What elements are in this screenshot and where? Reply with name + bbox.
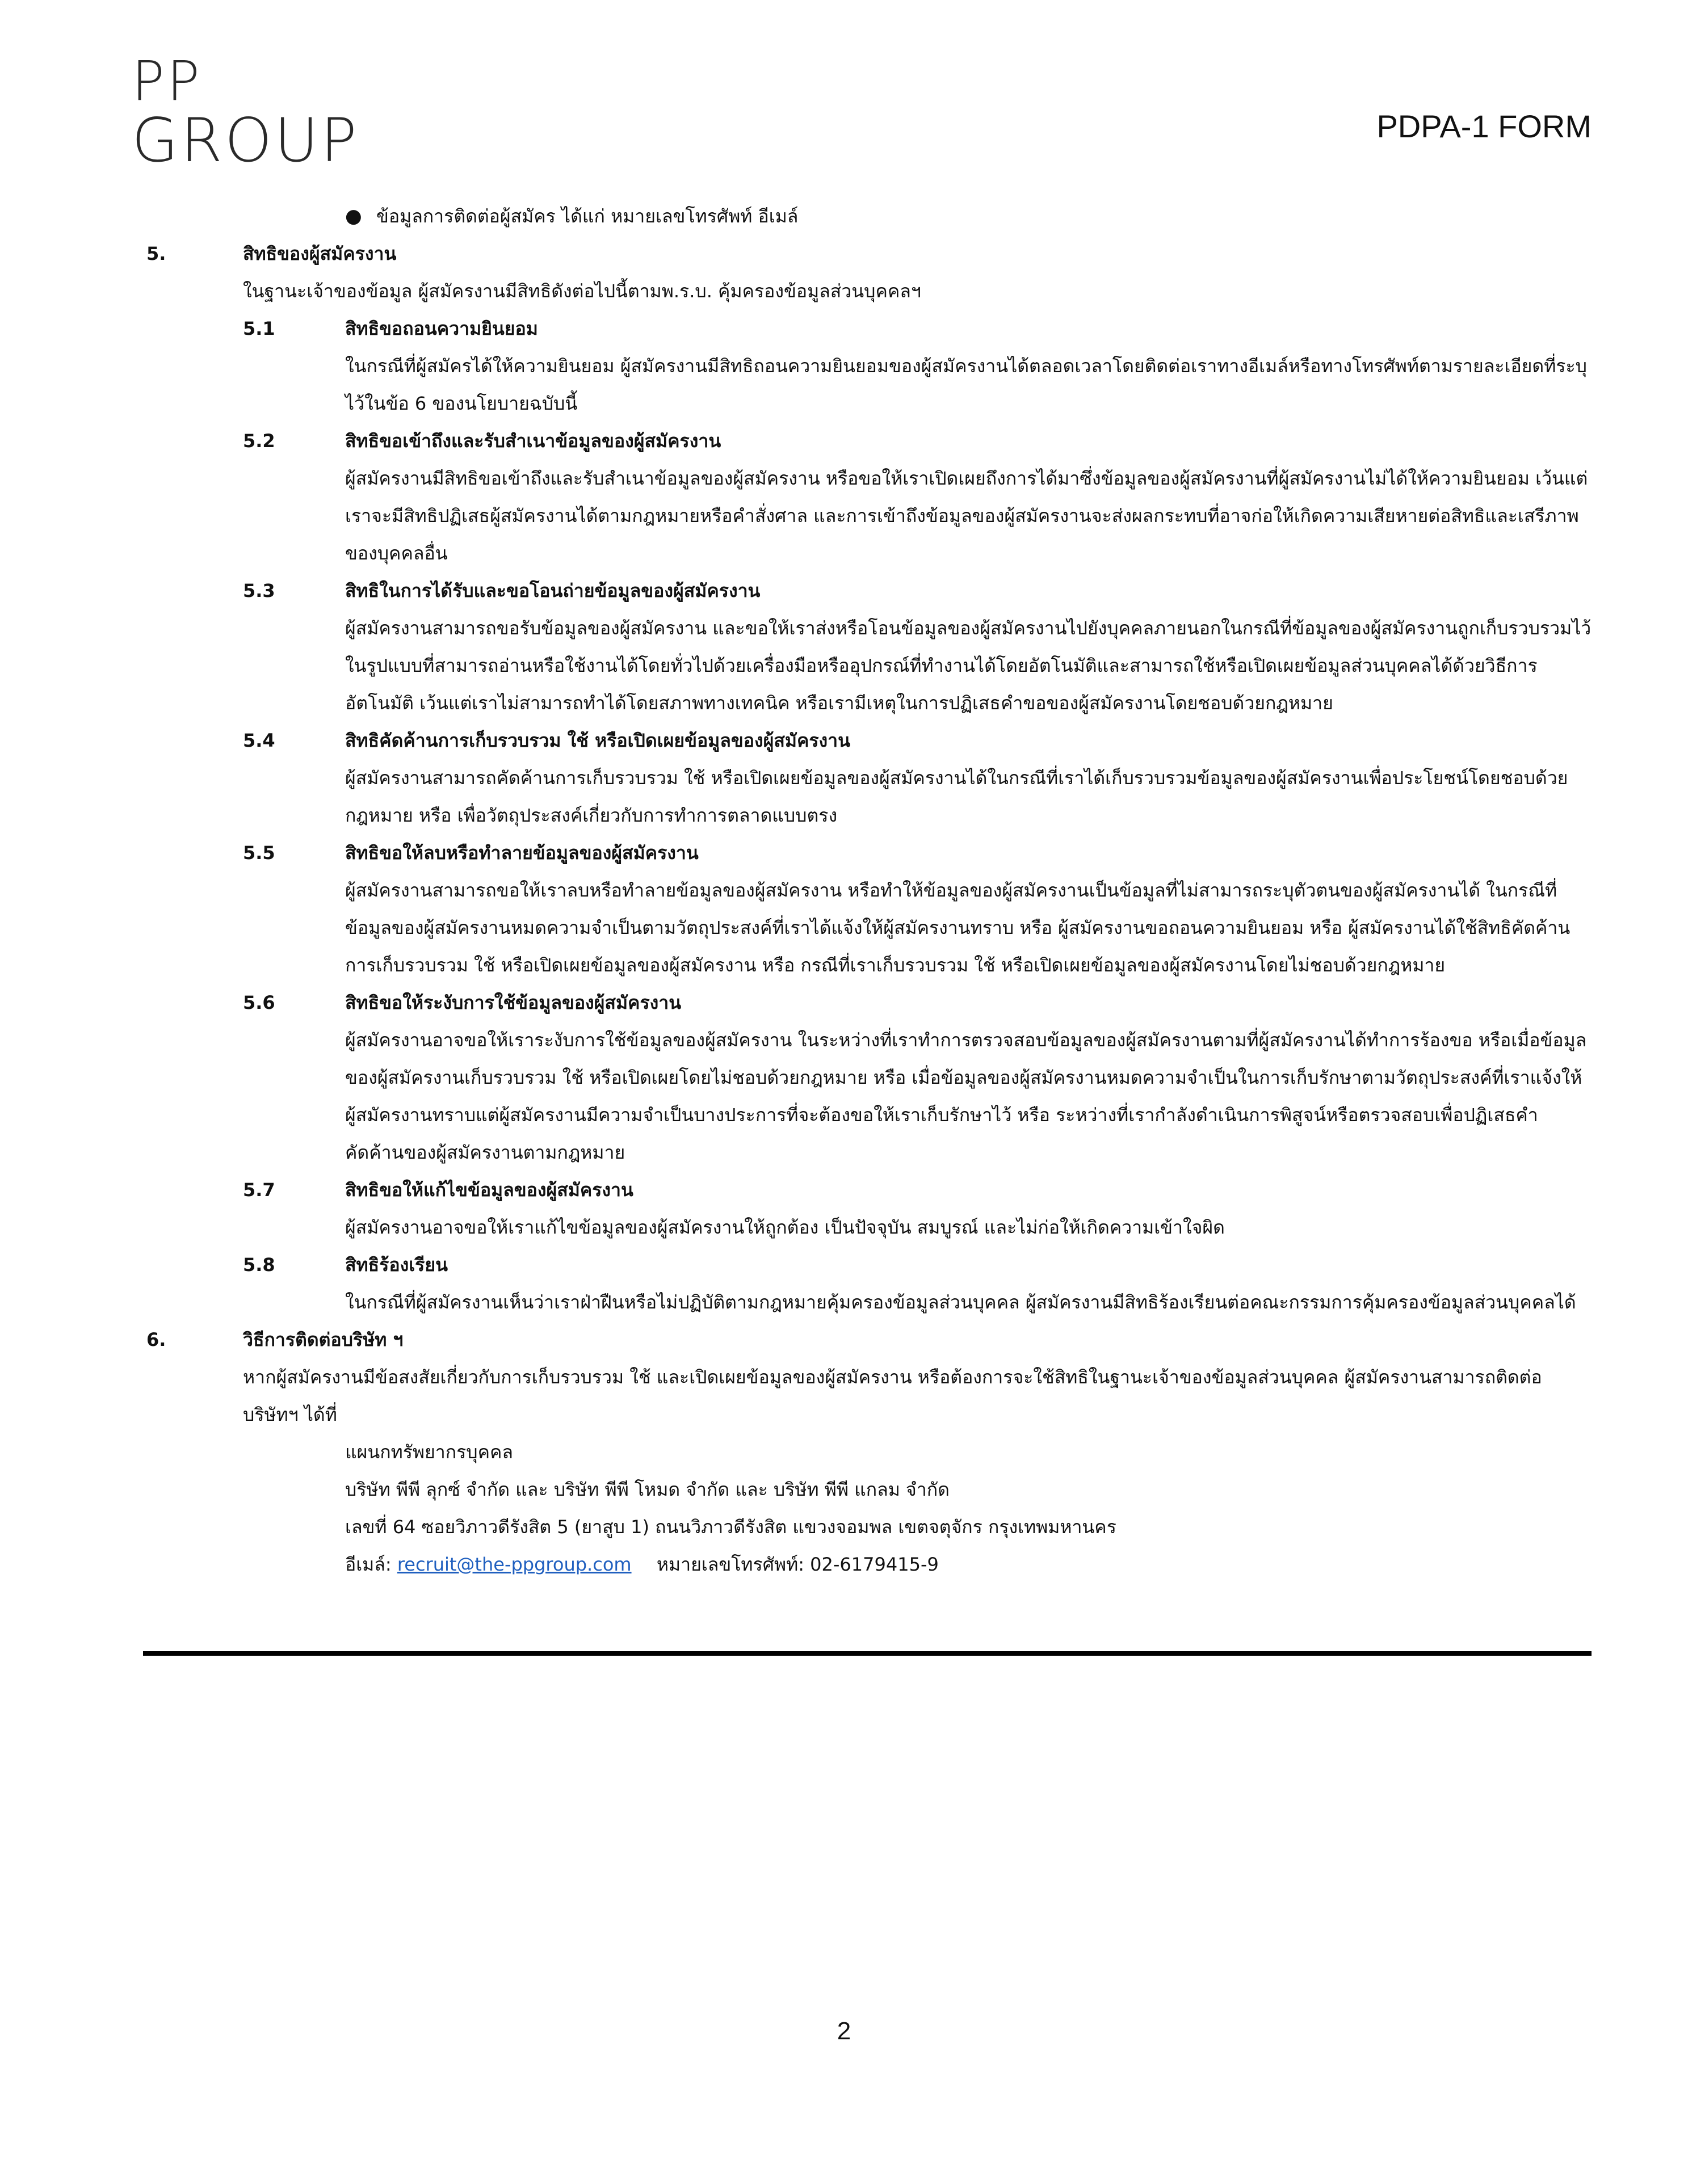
phone-label: หมายเลขโทรศัพท์: [656, 1554, 804, 1575]
subsection-number: 5.3 [243, 580, 275, 601]
department: แผนกทรัพยากรบุคคล [345, 1441, 514, 1463]
subsection-title: สิทธิในการได้รับและขอโอนถ่ายข้อมูลของผู้สมัครงาน [345, 580, 761, 601]
email-link[interactable]: recruit@the-ppgroup.com [397, 1554, 632, 1575]
subsection-text-line: อัตโนมัติ เว้นแต่เราไม่สามารถทำได้โดยสภาพทางเทคนิค หรือเรามีเหตุในการปฏิเสธคำขอของผู้สมัครงานโดยชอบด้วยกฎหมาย [345, 692, 1333, 714]
subsection-text-line: ของบุคคลอื่น [345, 542, 448, 564]
subsection-number: 5.5 [243, 842, 275, 864]
subsection-text-line: ในรูปแบบที่สามารถอ่านหรือใช้งานได้โดยทั่วไปด้วยเครื่องมือหรืออุปกรณ์ที่ทำงานได้โดยอัตโนมัติและสามารถใช้หรือเปิดเผยข้อมูลส่วนบุคคลได้ด้วยวิธีการ [345, 655, 1538, 676]
subsection-heading [146, 984, 1599, 1021]
subsection-text-line: ไว้ในข้อ 6 ของนโยบายฉบับนี้ [345, 393, 578, 414]
subsection-text-line: ผู้สมัครงานสามารถขอให้เราลบหรือทำลายข้อมูลของผู้สมัครงาน หรือทำให้ข้อมูลของผู้สมัครงานเป็นข้อมูลที่ไม่สามารถระบุตัวตนของผู้สมัครงานได้ ในกรณีที่ [345, 880, 1557, 901]
subsection-heading [146, 1171, 1599, 1209]
subsection-title: สิทธิคัดค้านการเก็บรวบรวม ใช้ หรือเปิดเผยข้อมูลของผู้สมัครงาน [345, 730, 851, 751]
section-5-heading [146, 235, 1599, 272]
subsection-text-line: ผู้สมัครงานทราบแต่ผู้สมัครงานมีความจำเป็นบางประการที่จะต้องขอให้เราเก็บรักษาไว้ หรือ ระหว่างที่เรากำลังดำเนินการพิสูจน์หรือตรวจสอบเพื่อปฏิเสธคำ [345, 1104, 1538, 1126]
subsection-text-line: การเก็บรวบรวม ใช้ หรือเปิดเผยข้อมูลของผู้สมัครงาน หรือ กรณีที่เราเก็บรวบรวม ใช้ หรือเปิดเผยข้อมูลของผู้สมัครงานโดยไม่ชอบด้วยกฎหมาย [345, 954, 1446, 976]
subsection-title: สิทธิขอให้แก้ไขข้อมูลของผู้สมัครงาน [345, 1179, 633, 1201]
subsection-title: สิทธิขอถอนความยินยอม [345, 318, 538, 339]
subsection-heading [146, 422, 1599, 460]
subsection-text-line: ในกรณีที่ผู้สมัครได้ให้ความยินยอม ผู้สมัครงานมีสิทธิถอนความยินยอมของผู้สมัครงานได้ตลอดเวลาโดยติดต่อเราทางอีเมล์หรือทางโทรศัพท์ตามรายละเอียดที่ระบุ [345, 355, 1587, 377]
bullet-item [146, 197, 1599, 235]
subsection-text-line: ผู้สมัครงานอาจขอให้เราระงับการใช้ข้อมูลของผู้สมัครงาน ในระหว่างที่เราทำการตรวจสอบข้อมูลของผู้สมัครงานตามที่ผู้สมัครงานได้ทำการร้องขอ หรือเมื่อข้อมูล [345, 1029, 1587, 1051]
subsection-text-line: ผู้สมัครงานสามารถคัดค้านการเก็บรวบรวม ใช้ หรือเปิดเผยข้อมูลของผู้สมัครงานได้ในกรณีที่เราได้เก็บรวบรวมข้อมูลของผู้สมัครงานเพื่อประโยชน์โดยชอบด้วย [345, 767, 1568, 789]
section-number: 6. [146, 1329, 166, 1350]
subsection-text-line: คัดค้านของผู้สมัครงานตามกฎหมาย [345, 1142, 625, 1163]
subsection-heading [146, 722, 1599, 759]
page-number: 2 [837, 2017, 851, 2045]
logo-line2: GROUP [132, 106, 359, 175]
section-title: วิธีการติดต่อบริษัท ฯ [243, 1329, 404, 1350]
subsection-title: สิทธิขอเข้าถึงและรับสำเนาข้อมูลของผู้สมัครงาน [345, 430, 721, 452]
subsection-text-line: ผู้สมัครงานอาจขอให้เราแก้ไขข้อมูลของผู้สมัครงานให้ถูกต้อง เป็นปัจจุบัน สมบูรณ์ และไม่ก่อให้เกิดความเข้าใจผิด [345, 1217, 1225, 1238]
subsection-title: สิทธิขอให้ลบหรือทำลายข้อมูลของผู้สมัครงาน [345, 842, 699, 864]
document-body [146, 197, 1599, 1583]
subsection-number: 5.1 [243, 318, 275, 339]
subsection-heading [146, 1246, 1599, 1284]
form-code: PDPA-1 FORM [1376, 108, 1592, 144]
subsection-heading [146, 572, 1599, 609]
company-logo [132, 49, 359, 175]
subsection-text-line: ผู้สมัครงานสามารถขอรับข้อมูลของผู้สมัครงาน และขอให้เราส่งหรือโอนข้อมูลของผู้สมัครงานไปยังบุคคลภายนอกในกรณีที่ข้อมูลของผู้สมัครงานถูกเก็บรวบรวมไว้ [345, 617, 1592, 639]
section-number: 5. [146, 243, 166, 264]
contact-line [146, 1546, 1599, 1583]
email-label: อีเมล์: [345, 1554, 392, 1575]
subsection-title: สิทธิร้องเรียน [345, 1254, 448, 1276]
address: เลขที่ 64 ซอยวิภาวดีรังสิต 5 (ยาสูบ 1) ถนนวิภาวดีรังสิต แขวงจอมพล เขตจตุจักร กรุงเทพมหานคร [345, 1516, 1116, 1538]
subsection-number: 5.6 [243, 992, 275, 1013]
subsection-heading [146, 834, 1599, 872]
subsection-text-line: กฎหมาย หรือ เพื่อวัตถุประสงค์เกี่ยวกับการทำการตลาดแบบตรง [345, 805, 838, 826]
subsection-text-line: ในกรณีที่ผู้สมัครงานเห็นว่าเราฝ่าฝืนหรือไม่ปฏิบัติตามกฎหมายคุ้มครองข้อมูลส่วนบุคคล ผู้สมัครงานมีสิทธิร้องเรียนต่อคณะกรรมการคุ้มครองข้อมูลส่วนบุคคลได้ [345, 1291, 1576, 1313]
section-6-heading [146, 1321, 1599, 1358]
bullet-icon: ● [345, 205, 362, 228]
subsection-text-line: ข้อมูลของผู้สมัครงานหมดความจำเป็นตามวัตถุประสงค์ที่เราได้แจ้งให้ผู้สมัครงานทราบ หรือ ผู้สมัครงานขอถอนความยินยอม หรือ ผู้สมัครงานได้ใช้สิทธิคัดค้าน [345, 917, 1571, 939]
section-5-items [146, 310, 1599, 1321]
subsection-number: 5.4 [243, 730, 275, 751]
phone-number: 02-6179415-9 [810, 1554, 939, 1575]
subsection-title: สิทธิขอให้ระงับการใช้ข้อมูลของผู้สมัครงาน [345, 992, 682, 1013]
subsection-number: 5.2 [243, 430, 275, 452]
section-5-intro: ในฐานะเจ้าของข้อมูล ผู้สมัครงานมีสิทธิดังต่อไปนี้ตามพ.ร.บ. คุ้มครองข้อมูลส่วนบุคคลฯ [243, 280, 921, 302]
section-title: สิทธิของผู้สมัครงาน [243, 243, 397, 264]
logo-line1: PP [132, 49, 202, 113]
subsection-text-line: ผู้สมัครงานมีสิทธิขอเข้าถึงและรับสำเนาข้อมูลของผู้สมัครงาน หรือขอให้เราเปิดเผยถึงการได้มาซึ่งข้อมูลของผู้สมัครงานที่ผู้สมัครงานไม่ได้ให้ความยินยอม เว้นแต่ [345, 468, 1588, 489]
section-6-intro-line1: หากผู้สมัครงานมีข้อสงสัยเกี่ยวกับการเก็บรวบรวม ใช้ และเปิดเผยข้อมูลของผู้สมัครงาน หรือต้องการจะใช้สิทธิในฐานะเจ้าของข้อมูลส่วนบุคคล ผู้สมัครงานสามารถติดต่อ [243, 1366, 1542, 1388]
divider [143, 1651, 1592, 1656]
subsection-text-line: ของผู้สมัครงานเก็บรวบรวม ใช้ หรือเปิดเผยโดยไม่ชอบด้วยกฎหมาย หรือ เมื่อข้อมูลของผู้สมัครงานหมดความจำเป็นในการเก็บรักษาตามวัตถุประสงค์ที่เราแจ้งให้ [345, 1067, 1582, 1088]
subsection-heading [146, 310, 1599, 347]
companies: บริษัท พีพี ลุกซ์ จำกัด และ บริษัท พีพี โหมด จำกัด และ บริษัท พีพี แกลม จำกัด [345, 1479, 950, 1500]
subsection-number: 5.7 [243, 1179, 275, 1201]
subsection-number: 5.8 [243, 1254, 275, 1276]
subsection-text-line: เราจะมีสิทธิปฏิเสธผู้สมัครงานได้ตามกฎหมายหรือคำสั่งศาล และการเข้าถึงข้อมูลของผู้สมัครงานจะส่งผลกระทบที่อาจก่อให้เกิดความเสียหายต่อสิทธิและเสรีภาพ [345, 505, 1579, 527]
section-6-intro-line2: บริษัทฯ ได้ที่ [243, 1404, 337, 1425]
bullet-text: ข้อมูลการติดต่อผู้สมัคร ได้แก่ หมายเลขโทรศัพท์ อีเมล์ [376, 205, 799, 227]
